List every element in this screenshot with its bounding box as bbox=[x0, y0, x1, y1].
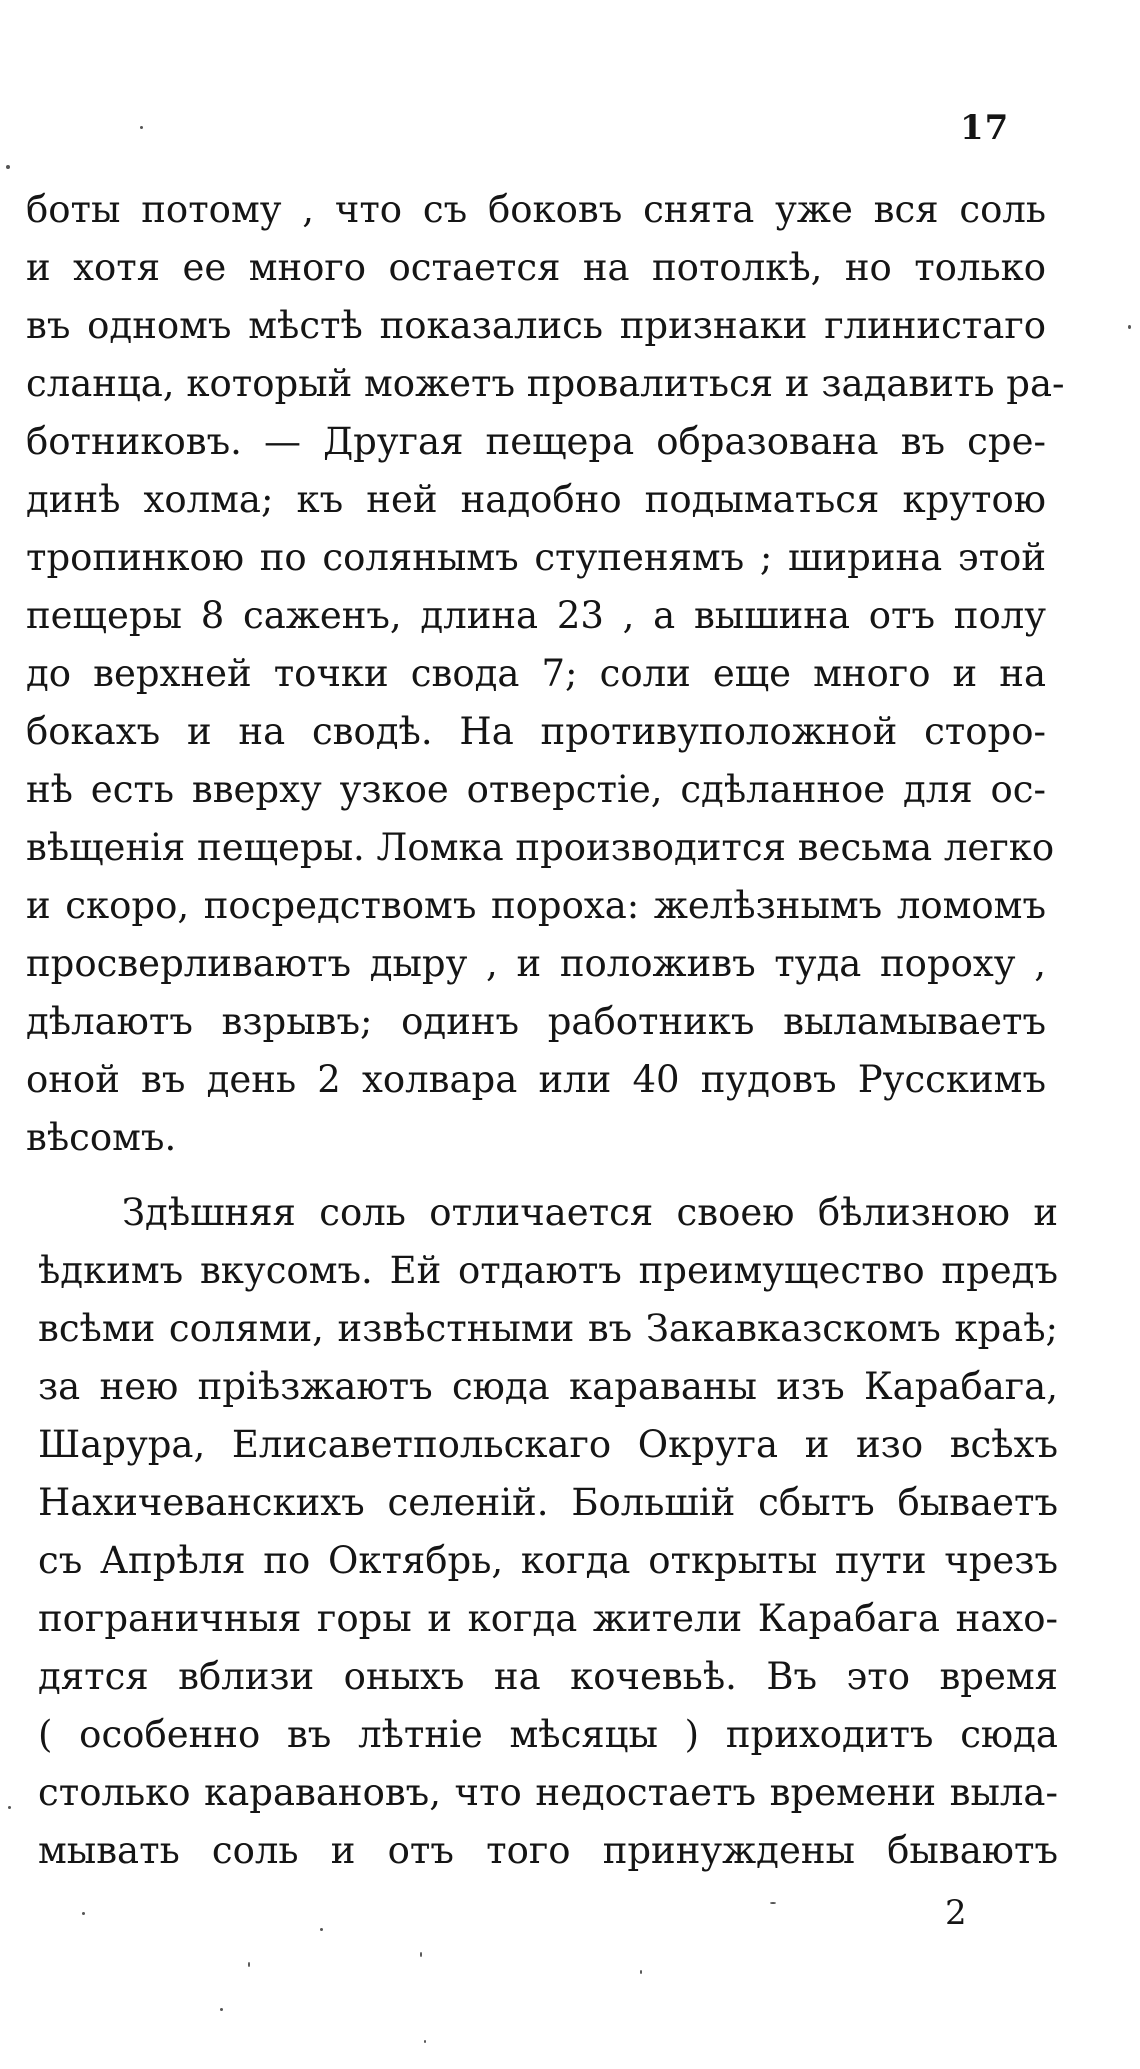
text-line: въ одномъ мѣстѣ показались признаки глинистаго bbox=[26, 304, 1046, 347]
scan-speck bbox=[220, 2008, 223, 2011]
text-line: бокахъ и на сводѣ. На противуположной сторо- bbox=[26, 710, 1046, 753]
text-line: просверливаютъ дыру , и положивъ туда пороху , bbox=[26, 942, 1046, 985]
text-line: нѣ есть вверху узкое отверстіе, сдѣланное для ос- bbox=[26, 768, 1046, 811]
text-line: пещеры 8 саженъ, длина 23 , а вышина отъ полу bbox=[26, 594, 1046, 637]
text-line: ( особенно въ лѣтніе мѣсяцы ) приходитъ сюда bbox=[38, 1713, 1058, 1756]
text-line: Здѣшняя соль отличается своею бѣлизною и bbox=[122, 1191, 1058, 1234]
text-line: ѣдкимъ вкусомъ. Ей отдаютъ преимущество предъ bbox=[38, 1249, 1058, 1292]
signature-mark: 2 bbox=[945, 1893, 967, 1933]
text-line: вѣсомъ. bbox=[26, 1116, 177, 1159]
scan-speck bbox=[640, 1970, 642, 1974]
text-line: тропинкою по солянымъ ступенямъ ; ширина этой bbox=[26, 536, 1046, 579]
scan-speck bbox=[320, 1928, 323, 1931]
text-line: и хотя ее много остается на потолкѣ, но только bbox=[26, 246, 1046, 289]
scan-speck bbox=[82, 1912, 85, 1915]
text-line: ботниковъ. — Другая пещера образована въ сре- bbox=[26, 420, 1046, 463]
page-number: 17 bbox=[960, 108, 1010, 148]
scan-speck bbox=[424, 2040, 426, 2043]
scan-speck bbox=[140, 126, 143, 129]
text-line: до верхней точки свода 7; соли еще много и на bbox=[26, 652, 1046, 695]
scan-speck bbox=[6, 165, 10, 169]
text-line: за нею пріѣзжаютъ сюда караваны изъ Карабага, bbox=[38, 1365, 1058, 1408]
scan-speck bbox=[1128, 325, 1131, 329]
scan-speck bbox=[8, 1806, 11, 1809]
scan-speck bbox=[770, 1902, 776, 1904]
text-line: вѣщенія пещеры. Ломка производится весьма легко bbox=[26, 826, 1055, 869]
text-line: динѣ холма; къ ней надобно подыматься крутою bbox=[26, 478, 1046, 521]
text-line: сланца, который можетъ провалиться и задавить ра- bbox=[26, 362, 1065, 405]
text-line: оной въ день 2 холвара или 40 пудовъ Русскимъ bbox=[26, 1058, 1046, 1101]
text-line: мывать соль и отъ того принуждены бываютъ bbox=[38, 1829, 1058, 1872]
text-line: столько каравановъ, что недостаетъ времени выла- bbox=[38, 1771, 1058, 1814]
scan-speck bbox=[420, 1952, 422, 1957]
text-line: всѣми солями, извѣстными въ Закавказскомъ краѣ; bbox=[38, 1307, 1058, 1350]
text-line: Шарура, Елисаветпольскаго Округа и изо всѣхъ bbox=[38, 1423, 1058, 1466]
text-line: Нахичеванскихъ селеній. Большій сбытъ бываетъ bbox=[38, 1481, 1058, 1524]
text-line: боты потому , что съ боковъ снята уже вся соль bbox=[26, 188, 1046, 231]
text-line: дѣлаютъ взрывъ; одинъ работникъ выламываетъ bbox=[26, 1000, 1046, 1043]
text-line: и скоро, посредствомъ пороха: желѣзнымъ ломомъ bbox=[26, 884, 1046, 927]
text-line: съ Апрѣля по Октябрь, когда открыты пути чрезъ bbox=[38, 1539, 1058, 1582]
text-line: дятся вблизи оныхъ на кочевьѣ. Въ это время bbox=[38, 1655, 1058, 1698]
scan-speck bbox=[248, 1962, 250, 1967]
text-line: пограничныя горы и когда жители Карабага нахо- bbox=[38, 1597, 1058, 1640]
